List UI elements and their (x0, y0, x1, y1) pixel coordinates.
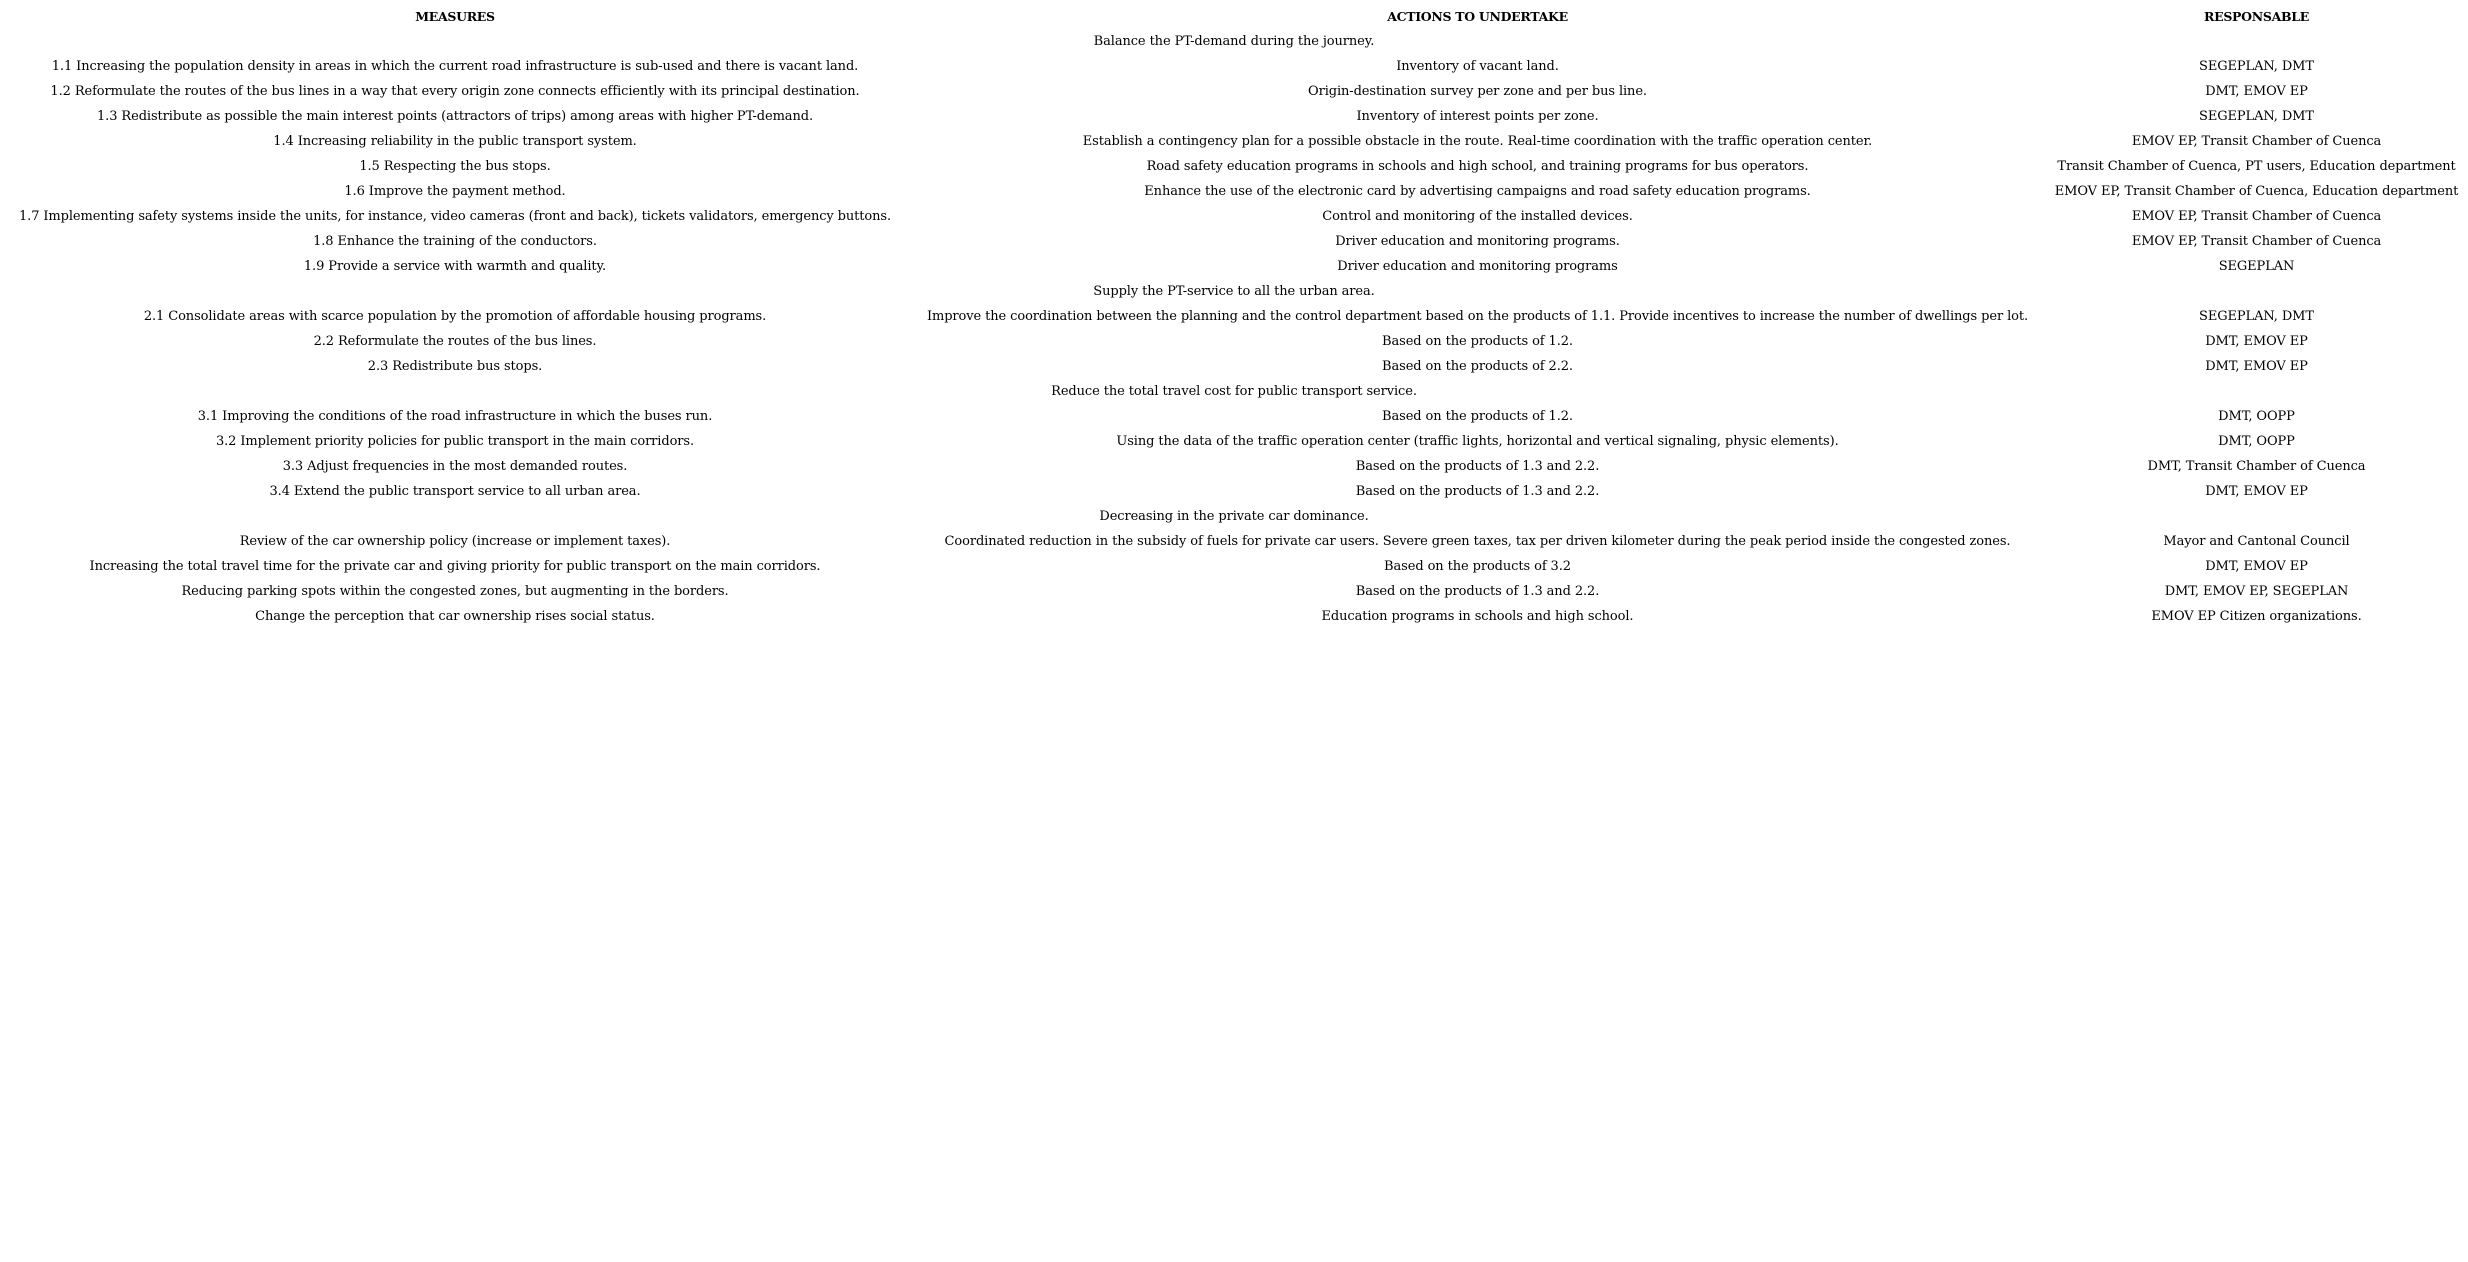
responsable-cell: DMT, EMOV EP (2205, 359, 2308, 374)
action-cell: Based on the products of 1.3 and 2.2. (1355, 584, 1600, 599)
responsable-cell: EMOV EP, Transit Chamber of Cuenca (2131, 134, 2382, 149)
section-title: Balance the PT-demand during the journey. (1093, 34, 1375, 49)
measure-cell: 2.2 Reformulate the routes of the bus lines. (313, 334, 597, 349)
responsable-cell: SEGEPLAN, DMT (2199, 309, 2314, 324)
action-cell: Origin-destination survey per zone and per bus line. (1308, 84, 1647, 99)
section-title: Reduce the total travel cost for public transport service. (1051, 384, 1417, 399)
action-cell: Using the data of the traffic operation center (traffic lights, horizontal and vertical signaling, physic elements). (1116, 434, 1839, 449)
responsable-cell: DMT, EMOV EP, SEGEPLAN (2164, 584, 2349, 599)
table-row (0, 129, 2468, 154)
responsable-cell: EMOV EP, Transit Chamber of Cuenca, Education department (2054, 184, 2459, 199)
responsable-cell: EMOV EP, Transit Chamber of Cuenca (2131, 209, 2382, 224)
responsable-cell: DMT, EMOV EP (2205, 484, 2308, 499)
responsable-cell: DMT, Transit Chamber of Cuenca (2147, 459, 2366, 474)
table-row (0, 54, 2468, 79)
action-cell: Based on the products of 1.3 and 2.2. (1355, 484, 1600, 499)
responsable-cell: SEGEPLAN, DMT (2199, 59, 2314, 74)
responsable-cell: EMOV EP Citizen organizations. (2151, 609, 2362, 624)
responsable-cell: DMT, EMOV EP (2205, 84, 2308, 99)
measure-cell: 3.1 Improving the conditions of the road infrastructure in which the buses run. (197, 409, 713, 424)
action-cell: Based on the products of 1.3 and 2.2. (1355, 459, 1600, 474)
action-cell: Coordinated reduction in the subsidy of fuels for private car users. Severe green taxes, tax per driven kilometer during the peak period inside the congested zones. (944, 534, 2011, 549)
table-row (0, 154, 2468, 179)
table-row (0, 179, 2468, 204)
responsable-cell: DMT, EMOV EP (2205, 559, 2308, 574)
responsable-cell: DMT, OOPP (2218, 434, 2295, 449)
action-cell: Inventory of vacant land. (1396, 59, 1559, 74)
table-row (0, 304, 2468, 329)
measure-cell: 1.7 Implementing safety systems inside the units, for instance, video cameras (front and back), tickets validators, emergency buttons. (18, 209, 892, 224)
table-row (0, 429, 2468, 454)
action-cell: Control and monitoring of the installed devices. (1322, 209, 1633, 224)
section-title: Supply the PT-service to all the urban area. (1093, 284, 1375, 299)
document (0, 0, 2468, 629)
measure-cell: 3.4 Extend the public transport service to all urban area. (269, 484, 641, 499)
header-row (0, 4, 2468, 29)
responsable-cell: DMT, OOPP (2218, 409, 2295, 424)
responsable-cell: SEGEPLAN (2218, 259, 2295, 274)
responsable-cell: EMOV EP, Transit Chamber of Cuenca (2131, 234, 2382, 249)
measure-cell: 1.4 Increasing reliability in the public transport system. (273, 134, 637, 149)
measure-cell: 1.8 Enhance the training of the conductors. (313, 234, 597, 249)
measure-cell: 1.5 Respecting the bus stops. (359, 159, 551, 174)
table-row (0, 254, 2468, 279)
table-row (0, 204, 2468, 229)
table-row (0, 354, 2468, 379)
table-row (0, 104, 2468, 129)
action-cell: Education programs in schools and high school. (1321, 609, 1634, 624)
action-cell: Inventory of interest points per zone. (1356, 109, 1599, 124)
table-row (0, 529, 2468, 554)
responsable-cell: Transit Chamber of Cuenca, PT users, Education department (2057, 159, 2456, 174)
section-heading-row (0, 504, 2468, 529)
measure-cell: 1.6 Improve the payment method. (344, 184, 566, 199)
action-cell: Based on the products of 1.2. (1382, 409, 1573, 424)
section-title: Decreasing in the private car dominance. (1099, 509, 1369, 524)
table-row (0, 229, 2468, 254)
measure-cell: 3.3 Adjust frequencies in the most demanded routes. (282, 459, 628, 474)
measure-cell: Change the perception that car ownership rises social status. (255, 609, 655, 624)
table-row (0, 554, 2468, 579)
action-cell: Based on the products of 1.2. (1382, 334, 1573, 349)
section-heading-row (0, 379, 2468, 404)
table-row (0, 329, 2468, 354)
section-heading-row (0, 279, 2468, 304)
table-row (0, 404, 2468, 429)
measure-cell: 1.1 Increasing the population density in areas in which the current road infrastructure is sub-used and there is vacant land. (51, 59, 859, 74)
measure-cell: 1.9 Provide a service with warmth and quality. (303, 259, 607, 274)
header-responsable: RESPONSABLE (2204, 9, 2309, 24)
responsable-cell: DMT, EMOV EP (2205, 334, 2308, 349)
header-measures: MEASURES (415, 9, 495, 24)
action-cell: Driver education and monitoring programs (1337, 259, 1618, 274)
action-cell: Based on the products of 2.2. (1382, 359, 1573, 374)
table-row (0, 604, 2468, 629)
measures-actions-table (0, 4, 2468, 629)
measure-cell: Review of the car ownership policy (increase or implement taxes). (239, 534, 671, 549)
action-cell: Driver education and monitoring programs. (1335, 234, 1620, 249)
responsable-cell: Mayor and Cantonal Council (2163, 534, 2350, 549)
table-row (0, 454, 2468, 479)
section-heading-row (0, 29, 2468, 54)
action-cell: Enhance the use of the electronic card by advertising campaigns and road safety education programs. (1144, 184, 1811, 199)
responsable-cell: SEGEPLAN, DMT (2199, 109, 2314, 124)
header-actions: ACTIONS TO UNDERTAKE (1387, 9, 1568, 24)
measure-cell: Reducing parking spots within the congested zones, but augmenting in the borders. (181, 584, 729, 599)
measure-cell: 1.2 Reformulate the routes of the bus lines in a way that every origin zone connects efficiently with its principal destination. (50, 84, 860, 99)
table-row (0, 79, 2468, 104)
action-cell: Improve the coordination between the planning and the control department based on the products of 1.1. Provide incentives to increase the number of dwellings per lot. (926, 309, 2029, 324)
measure-cell: 3.2 Implement priority policies for public transport in the main corridors. (215, 434, 695, 449)
action-cell: Based on the products of 3.2 (1384, 559, 1571, 574)
measure-cell: 1.3 Redistribute as possible the main interest points (attractors of trips) among areas with higher PT-demand. (97, 109, 813, 124)
measure-cell: Increasing the total travel time for the private car and giving priority for public transport on the main corridors. (89, 559, 821, 574)
action-cell: Road safety education programs in schools and high school, and training programs for bus operators. (1146, 159, 1809, 174)
action-cell: Establish a contingency plan for a possible obstacle in the route. Real-time coordination with the traffic operation center. (1082, 134, 1873, 149)
table-row (0, 479, 2468, 504)
measure-cell: 2.3 Redistribute bus stops. (367, 359, 543, 374)
measure-cell: 2.1 Consolidate areas with scarce population by the promotion of affordable housing programs. (143, 309, 767, 324)
table-row (0, 579, 2468, 604)
